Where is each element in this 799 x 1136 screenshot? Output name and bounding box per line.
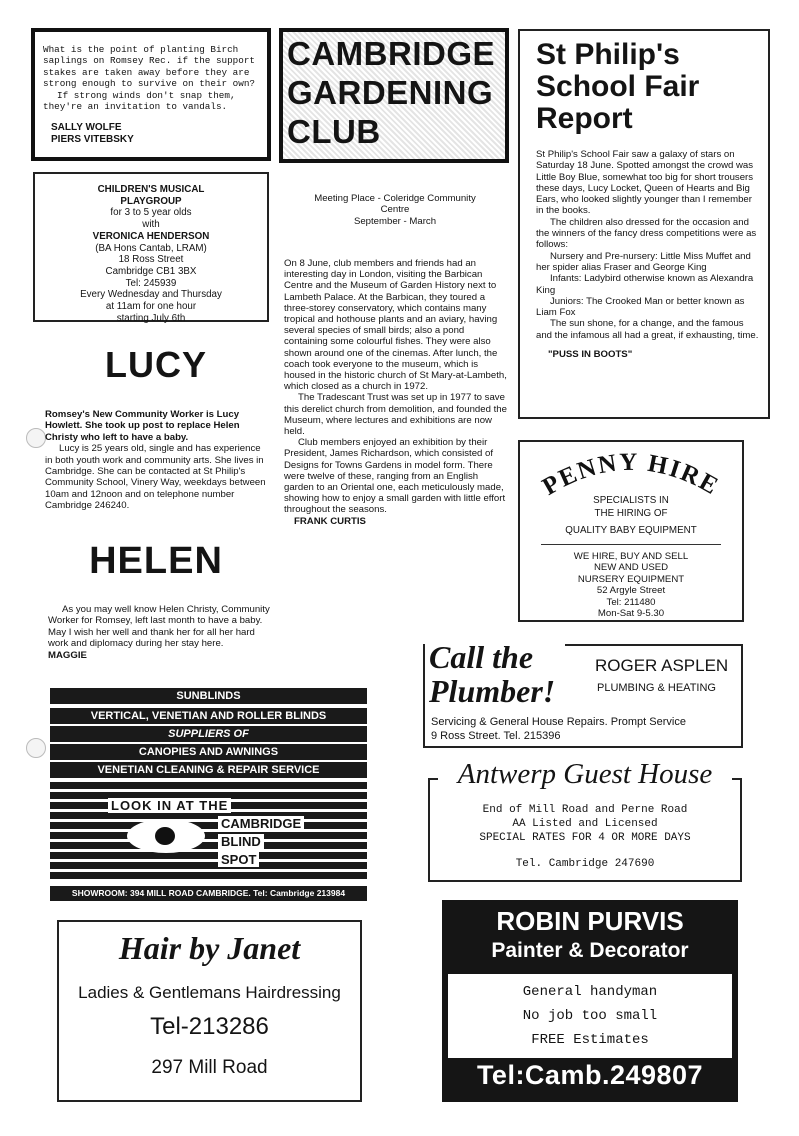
fair-paragraph: The sun shone, for a change, and the famous and the infamous all had a great, if exhausting, time. (536, 318, 759, 341)
eye-icon (127, 819, 205, 853)
robin-purvis-advert (442, 900, 738, 1102)
robin-name: ROBIN PURVIS (496, 906, 684, 936)
penny-detail: 52 Argyle Street (596, 585, 666, 597)
fair-paragraph: Nursery and Pre-nursery: Little Miss Muffet and her spider alias Fraser and George King (536, 250, 751, 273)
school-fair-report (518, 29, 770, 419)
penny-hire-logo (520, 448, 742, 498)
blind-logo-line-4: SPOT (218, 852, 259, 867)
gardening-club-banner (279, 28, 509, 163)
antwerp-guest-house-advert (428, 758, 742, 882)
helen-body: As you may well know Helen Christy, Community Worker for Romsey, left last month to have a baby. May I wish her well and thank her for all her hard work and diplomacy during her stay here. (48, 604, 270, 650)
helen-signature: MAGGIE (48, 649, 87, 661)
playgroup-line: with (142, 219, 160, 231)
gardening-title-3: CLUB (287, 113, 381, 150)
playgroup-line: at 11am for one hour (105, 301, 197, 313)
sunblinds-stripe: SUNBLINDS (50, 688, 367, 704)
sunblinds-advert (50, 688, 367, 902)
janet-title: Hair by Janet (118, 930, 301, 966)
penny-detail: Mon-Sat 9-5.30 (597, 608, 665, 620)
plumber-address: 9 Ross Street. Tel. 215396 (431, 729, 561, 742)
robin-service-line: No job too small (522, 1008, 658, 1024)
blind-logo-line-1: LOOK IN AT THE (108, 798, 231, 813)
birch-letter-box (31, 28, 271, 161)
birch-letter-body: What is the point of planting Birch saplings on Romsey Rec. if the support stakes are taken away before they are strong enough to survive on their own? (43, 44, 256, 90)
blind-slats-graphic (50, 782, 367, 882)
blind-logo-line-2: CAMBRIDGE (218, 816, 304, 831)
fair-paragraph: St Philip's School Fair saw a galaxy of stars on Saturday 18 June. Spotted amongst the crowd was Little Boy Blue, somewhat too big for short trousers these days, Lucy Locket, Queen of Hearts and Big Ears, who looked slightly younger than I remember in the books. (536, 149, 754, 217)
plumber-script-2: Plumber! (429, 673, 556, 709)
playgroup-line: Tel: 245939 (125, 277, 177, 289)
playgroup-advert (33, 172, 269, 322)
penny-detail: NURSERY EQUIPMENT (577, 573, 685, 585)
penny-tagline: SPECIALISTS IN (593, 495, 669, 506)
playgroup-line: CHILDREN'S MUSICAL (97, 184, 205, 195)
helen-article (48, 604, 272, 661)
janet-address: 297 Mill Road (151, 1057, 268, 1078)
penny-hire-advert (518, 440, 744, 622)
antwerp-line: SPECIAL RATES FOR 4 OR MORE DAYS (479, 832, 691, 844)
penny-tagline: THE HIRING OF (594, 508, 668, 519)
plumber-script-1: Call the (429, 639, 534, 675)
fair-title-3: Report (536, 102, 633, 135)
playgroup-line: (BA Hons Cantab, LRAM) (95, 242, 207, 254)
fair-paragraph: Juniors: The Crooked Man or better known as Liam Fox (536, 295, 745, 319)
fair-title-1: St Philip's (536, 38, 680, 71)
robin-trade: Painter & Decorator (491, 939, 689, 962)
lucy-body: Lucy is 25 years old, single and has experience in both youth work and community arts. She lives in Cambridge. She can be contacted at St Philip's Community School, Vinery Way, weekdays between 10am and 12noon and on telephone number Cambridge 246240. (45, 443, 266, 512)
playgroup-line: Cambridge CB1 3BX (105, 265, 197, 277)
lucy-lead: Romsey's New Community Worker is Lucy Howlett. She took up post to replace Helen Christy who left to have a baby. (45, 409, 240, 443)
svg-text:PENNY HIRE (538, 449, 724, 498)
playgroup-line: for 3 to 5 year olds (110, 207, 192, 219)
birch-signature-2: PIERS VITEBSKY (51, 134, 134, 146)
fair-paragraph: Infants: Ladybird otherwise known as Alexandra King (536, 273, 754, 296)
antwerp-tel: Tel. Cambridge 247690 (515, 858, 655, 870)
robin-service-line: FREE Estimates (531, 1032, 649, 1048)
plumber-service: Servicing & General House Repairs. Prompt Service (431, 716, 686, 728)
gardening-paragraph-1: On 8 June, club members and friends had an interesting day in London, visiting the Barbican Centre and the Museum of Garden History next to Lambeth Palace. At the Barbican, they toured a three-storey conservatory, which contains many tropical and hothouse plants and an aviary, having several species of small birds; also a pond containing some colourful fishes. They were also shown around one of the cinemas. After lunch, the coach took everyone to the museum, which is housed in the historic church of St Mary-at-Lambeth, which closed as a church in 1972. (284, 258, 507, 393)
fair-paragraph: The children also dressed for the occasion and the winners of the fancy dress competitions were as follows: (536, 216, 757, 251)
meeting-line: Meeting Place - Coleridge Community (314, 193, 476, 204)
sunblinds-stripe: SUPPLIERS OF (50, 726, 367, 742)
robin-tel: Tel:Camb.249807 (476, 1060, 704, 1090)
plumber-name: ROGER ASPLEN (595, 656, 729, 675)
gardening-paragraph-2: The Tradescant Trust was set up in 1977 to save this derelict church from demolition, and founded the Museum, where lectures and exhibitions are now held. (284, 392, 507, 438)
penny-hire-logo-text: PENNY HIRE (538, 448, 724, 498)
robin-service-line: General handyman (522, 984, 658, 1000)
helen-title: HELEN (89, 540, 223, 582)
gardening-title-2: GARDENING (287, 74, 494, 111)
playgroup-line: PLAYGROUP (120, 195, 182, 207)
blind-logo-line-3: BLIND (218, 834, 264, 849)
sunblinds-stripe: CANOPIES AND AWNINGS (50, 744, 367, 760)
sunblinds-stripe: VENETIAN CLEANING & REPAIR SERVICE (50, 762, 367, 778)
gardening-meeting-place (284, 193, 506, 227)
playgroup-line: starting July 6th (116, 312, 186, 324)
meeting-line: September - March (353, 215, 437, 227)
sunblinds-stripe: VERTICAL, VENETIAN AND ROLLER BLINDS (50, 708, 367, 724)
penny-detail: NEW AND USED (593, 562, 669, 574)
plumber-script-title (429, 640, 555, 708)
playgroup-line: 18 Ross Street (118, 254, 184, 266)
sunblinds-showroom: SHOWROOM: 394 MILL ROAD CAMBRIDGE. Tel: Cambridge 213984 (50, 886, 367, 901)
punch-hole-bottom (26, 738, 46, 758)
plumber-trade: PLUMBING & HEATING (597, 682, 716, 694)
plumber-advert (423, 639, 743, 748)
janet-tel: Tel-213286 (150, 1013, 269, 1040)
fair-title-2: School Fair (536, 70, 700, 103)
janet-subtitle: Ladies & Gentlemans Hairdressing (78, 983, 341, 1002)
gardening-article (284, 258, 508, 527)
punch-hole-top (26, 428, 46, 448)
birch-signature-1: SALLY WOLFE (51, 122, 122, 134)
lucy-article (45, 409, 270, 512)
lucy-title: LUCY (105, 344, 207, 385)
fair-title (536, 39, 760, 135)
meeting-line: Centre (380, 204, 410, 216)
robin-services (448, 974, 732, 1058)
playgroup-line: Every Wednesday and Thursday (80, 289, 222, 301)
penny-detail: WE HIRE, BUY AND SELL (573, 551, 689, 562)
plumber-details (431, 716, 686, 743)
penny-tagline: QUALITY BABY EQUIPMENT (565, 525, 697, 536)
playgroup-line: VERONICA HENDERSON (92, 230, 210, 242)
antwerp-line: End of Mill Road and Perne Road (482, 804, 688, 816)
fair-signature: "PUSS IN BOOTS" (548, 349, 633, 361)
antwerp-line: AA Listed and Licensed (512, 818, 658, 830)
birch-letter-body-2: If strong winds don't snap them, they're an invitation to vandals. (43, 89, 236, 113)
antwerp-title: Antwerp Guest House (457, 758, 713, 790)
hair-by-janet-advert (57, 920, 362, 1102)
fair-body (536, 149, 760, 360)
gardening-paragraph-3: Club members enjoyed an exhibition by their President, James Richardson, which consisted of Designs for Towns Gardens in model form. There were twelve of these, ranging from an English garden to an Oriental one, each meticulously made, showing how to enjoy a small garden with little effort throughout the seasons. (284, 437, 506, 516)
gardening-title-1: CAMBRIDGE (287, 35, 495, 72)
gardening-signature: FRANK CURTIS (294, 515, 366, 527)
penny-detail: Tel: 211480 (606, 596, 656, 608)
